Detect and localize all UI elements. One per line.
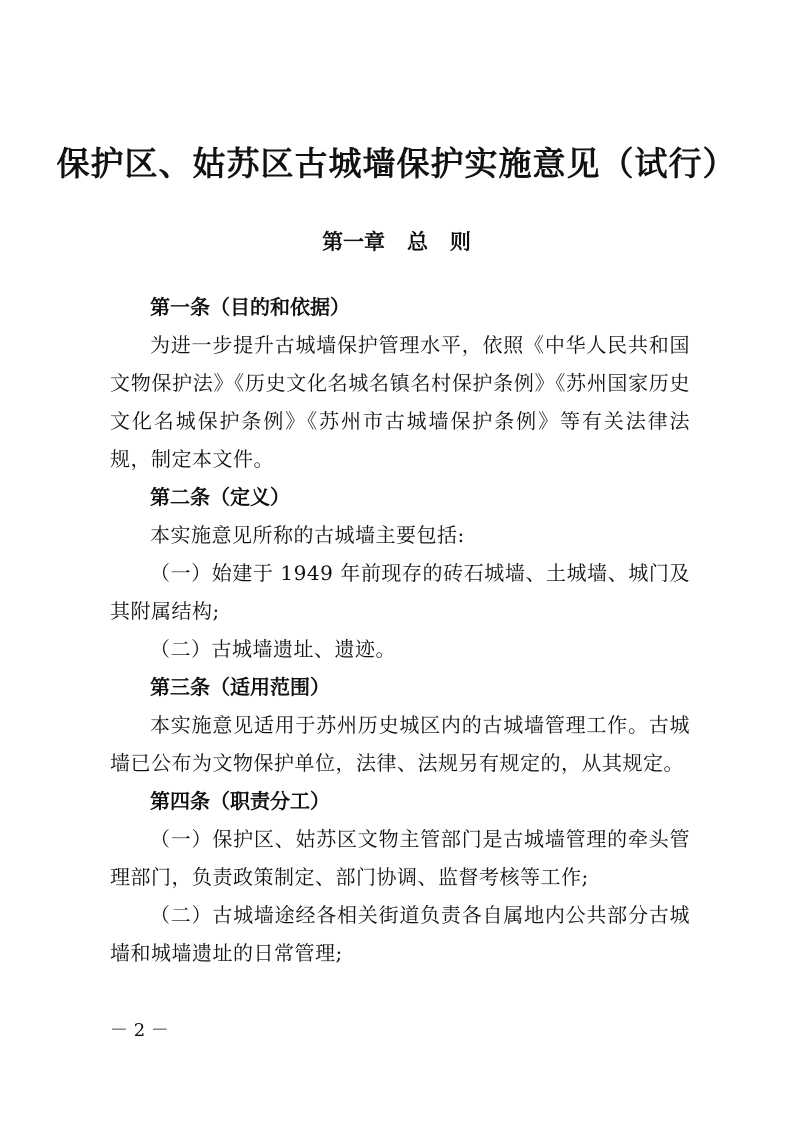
article-paragraph: 为进一步提升古城墙保护管理水平，依照《中华人民共和国文物保护法》《历史文化名城名镇名村保护条例》《苏州国家历史文化名城保护条例》《苏州市古城墙保护条例》等有关法律法规，制定本文件。 bbox=[110, 333, 690, 471]
article-list-item: （一）保护区、姑苏区文物主管部门是古城墙管理的牵头管理部门，负责政策制定、部门协调、监督考核等工作; bbox=[110, 827, 690, 889]
article-4 bbox=[110, 782, 690, 972]
article-paragraph: 本实施意见适用于苏州历史城区内的古城墙管理工作。古城墙已公布为文物保护单位，法律、法规另有规定的，从其规定。 bbox=[110, 713, 690, 775]
article-3 bbox=[110, 668, 690, 782]
article-heading: 第三条（适用范围） bbox=[150, 675, 330, 699]
article-paragraph: 本实施意见所称的古城墙主要包括: bbox=[150, 523, 465, 547]
article-list-item: （二）古城墙遗址、遗迹。 bbox=[150, 637, 396, 661]
article-list-item: （一）始建于 1949 年前现存的砖石城墙、土城墙、城门及其附属结构; bbox=[110, 561, 690, 623]
article-heading: 第四条（职责分工） bbox=[150, 789, 330, 813]
document-body bbox=[110, 288, 690, 972]
article-heading: 第一条（目的和依据） bbox=[150, 295, 350, 319]
article-1 bbox=[110, 288, 690, 478]
chapter-heading: 第一章 总 则 bbox=[322, 230, 471, 254]
article-heading: 第二条（定义） bbox=[150, 485, 290, 509]
page-number: － 2 － bbox=[110, 1020, 169, 1041]
article-list-item: （二）古城墙途经各相关街道负责各自属地内公共部分古城墙和城墙遗址的日常管理; bbox=[110, 903, 690, 965]
article-2 bbox=[110, 478, 690, 668]
document-title: 保护区、姑苏区古城墙保护实施意见（试行） bbox=[56, 144, 737, 183]
